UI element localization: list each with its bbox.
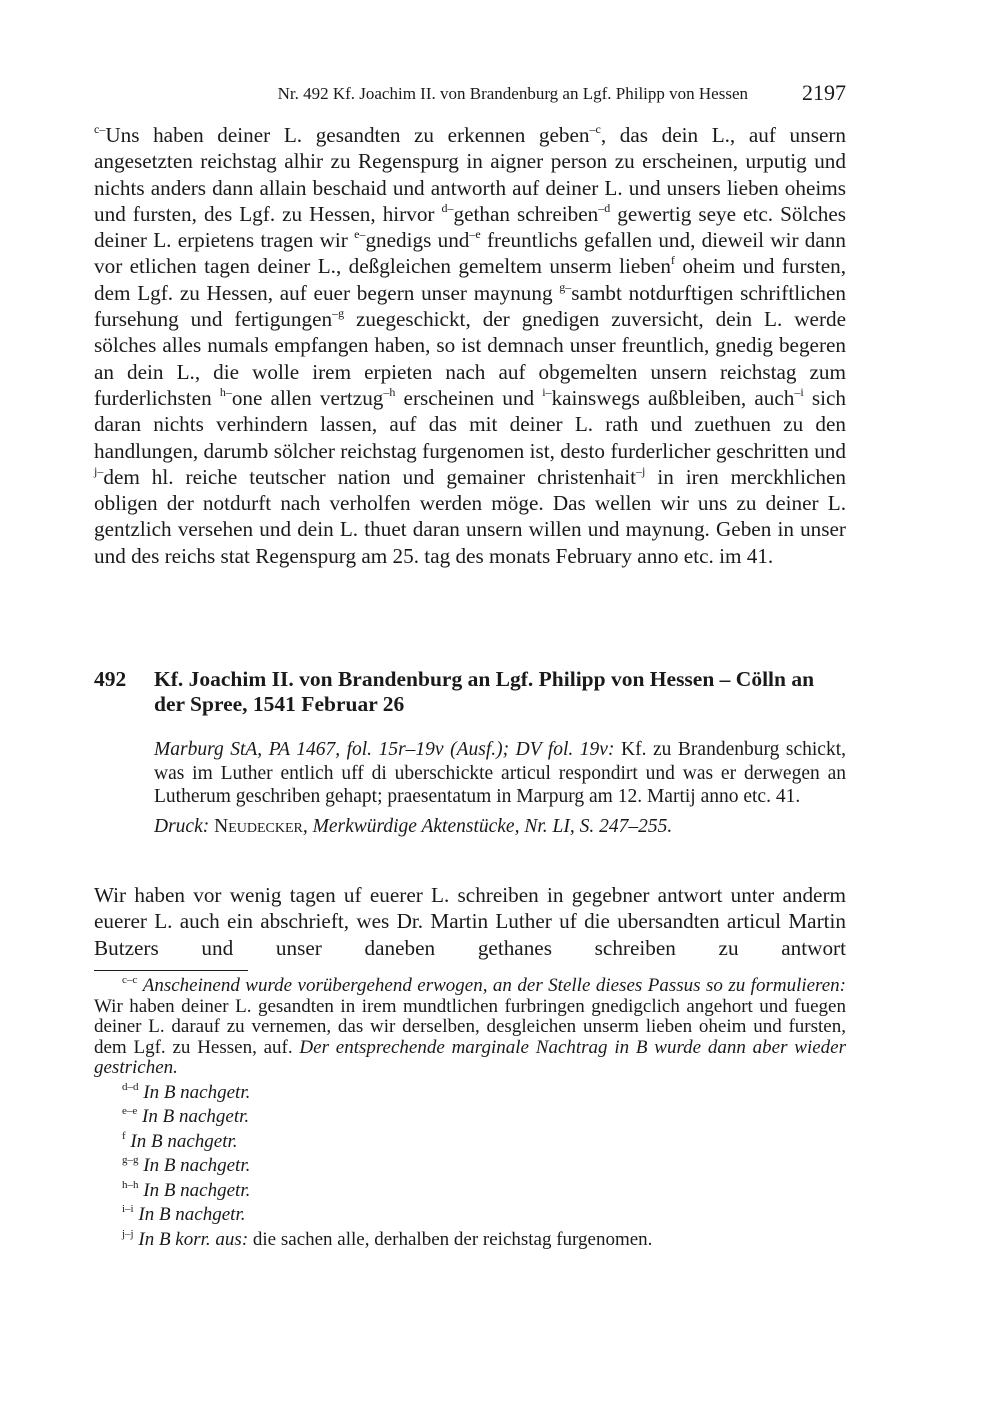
text-run: sambt notdurftigen schriftlichen fursehung und fertigungen	[94, 280, 846, 332]
note-mark: –j	[636, 463, 646, 478]
footnote-text: Wir haben deiner L. gesandten in irem mundtlichen furbringen gnedigclich angehort und fuegen deiner L. darauf zu vernemen, das wir derselben, desgleichen unserm lieben oheim und fursten, dem Lgf. zu Hessen, auf.	[94, 995, 846, 1058]
note-mark: –c	[589, 122, 601, 136]
footnote-italic: In B korr. aus:	[138, 1228, 249, 1250]
note-mark: –g	[332, 306, 345, 321]
footnotes	[94, 976, 846, 1250]
document-title: Kf. Joachim II. von Brandenburg an Lgf. Philipp von Hessen – Cölln an der Spree, 1541 Februar 26	[154, 667, 815, 716]
text-run: freuntlichs gefallen und, dieweil wir dann vor etlichen tagen deiner L., deßgleichen gemeltem unserm lieben	[94, 228, 846, 279]
note-mark: c–	[94, 122, 106, 136]
footnote-italic: In B nachgetr.	[142, 1106, 250, 1127]
document-number: 492	[94, 667, 127, 691]
print-reference	[154, 815, 846, 839]
document-text	[94, 882, 846, 961]
footnote	[94, 1107, 846, 1128]
note-mark: –e	[469, 227, 481, 242]
footnote-mark: d–d	[122, 1080, 139, 1093]
note-mark: f	[670, 253, 675, 268]
print-label: Druck:	[154, 815, 210, 837]
source-note	[154, 738, 846, 838]
footnote	[94, 1156, 846, 1177]
footnote	[94, 1129, 846, 1153]
footnote-mark: h–h	[122, 1178, 139, 1191]
note-mark: –h	[383, 384, 396, 399]
print-author: Neudecker	[214, 815, 303, 837]
running-title: Nr. 492 Kf. Joachim II. von Brandenburg an Lgf. Philipp von Hessen	[277, 84, 748, 103]
footnote-mark: c–c	[122, 974, 138, 986]
footnote-mark: j–j	[122, 1227, 134, 1240]
footnote-mark: g–g	[122, 1154, 139, 1166]
footnote	[94, 1080, 846, 1104]
text-run: oheim und fursten, dem Lgf. zu Hessen, auf euer begern unser maynung	[94, 254, 846, 305]
text-run: zuegeschickt, der gnedigen zuversicht, dein L. werde sölches alles numals empfangen haben, so ist demnach unser freuntlich, gnedig begeren an dein L., die wolle irem erpieten nach auf obgemelten unsern reichstag zum furderlichsten	[94, 307, 846, 410]
footnote-mark: e–e	[122, 1105, 138, 1117]
previous-document-text	[94, 122, 846, 569]
text-run: gnedigs und	[365, 228, 470, 253]
print-title: , Merkwürdige Aktenstücke, Nr. LI, S. 247–255.	[302, 815, 673, 837]
note-mark: i–	[542, 384, 552, 399]
footnote-mark: f	[122, 1129, 126, 1142]
footnote-italic: Der entsprechende marginale Nachtrag in B wurde dann aber wieder gestrichen.	[94, 1036, 846, 1078]
text-run: sich daran nichts verhindern lassen, auf das mit deiner L. rath und zuethuen zu den handlungen, darumb sölcher reichstag furgenomen ist, desto furderlicher geschritten und	[94, 385, 846, 463]
footnote	[94, 1205, 846, 1226]
text-run: kainswegs außbleiben, auch	[551, 385, 795, 410]
text-run: Uns haben deiner L. gesandten zu erkennen geben	[105, 123, 590, 147]
dorsal-text: Kf. zu Brandenburg schickt, was im Luther entlich uff di uberschickte articul respondirt und was er derwegen an Lutherum geschriben gehapt; praesentatum in Marpurg am 12. Martij anno etc. 41.	[154, 739, 846, 807]
note-mark: –i	[794, 384, 804, 399]
text-run: , das dein L., auf unsern angesetzten reichstag alhir zu Regenspurg in aigner person zu erscheinen, urputig und nichts anders dann allain beschaid und antworth auf deiner L. und unsers lieben oheims und fursten, des Lgf. zu Hessen, hirvor	[94, 123, 847, 226]
footnote-italic: In B nachgetr.	[130, 1130, 238, 1152]
note-mark: –d	[598, 200, 611, 215]
note-mark: h–	[219, 384, 232, 399]
footnote	[94, 1178, 846, 1202]
text-run: in iren merckhlichen obligen der notdurft nach verholfen werden möge. Das wellen wir uns zu deiner L. gentzlich versehen und dein L. thuet daran unsern willen und maynung. Geben in unser und des reichs stat Regenspurg am 25. tag des monats February anno etc. im 41.	[94, 464, 846, 568]
note-mark: d–	[441, 200, 454, 215]
footnote-rule	[94, 970, 248, 971]
document-heading	[94, 667, 846, 717]
text-run: gethan schreiben	[453, 201, 599, 226]
footnote-mark: i–i	[122, 1203, 134, 1215]
text-run: erscheinen und	[395, 385, 543, 410]
footnote-italic: In B nachgetr.	[138, 1204, 246, 1225]
page-number: 2197	[802, 80, 846, 105]
body-paragraph	[94, 122, 846, 569]
note-mark: g–	[559, 279, 572, 294]
footnote	[94, 1227, 846, 1251]
footnote-text: die sachen alle, derhalben der reichstag furgenomen.	[248, 1228, 653, 1250]
text-run: one allen vertzug	[231, 385, 384, 410]
footnote-italic: In B nachgetr.	[143, 1155, 251, 1176]
footnote-italic: In B nachgetr.	[143, 1081, 251, 1103]
source-description	[154, 738, 846, 809]
body-paragraph: Wir haben vor wenig tagen uf euerer L. schreiben in gegebner antwort unter anderm euerer L. auch ein abschrieft, wes Dr. Martin Luther uf die ubersandten articul Martin Butzers und unser daneben gethanes schreiben zu antwort	[94, 883, 846, 960]
note-mark: e–	[354, 227, 366, 242]
footnote	[94, 976, 846, 1079]
text-run: dem hl. reiche teutscher nation und gemainer christenhait	[103, 464, 637, 489]
running-head	[94, 80, 846, 110]
text-run: gewertig seye etc. Sölches deiner L. erpietens tragen wir	[94, 201, 846, 253]
footnote-italic: Anscheinend wurde vorübergehend erwogen, an der Stelle dieses Passus so zu formulieren:	[142, 975, 847, 996]
footnote-italic: In B nachgetr.	[143, 1179, 251, 1201]
note-mark: j–	[94, 463, 104, 478]
archive-reference: Marburg StA, PA 1467, fol. 15r–19v (Ausf.); DV fol. 19v:	[154, 739, 615, 760]
